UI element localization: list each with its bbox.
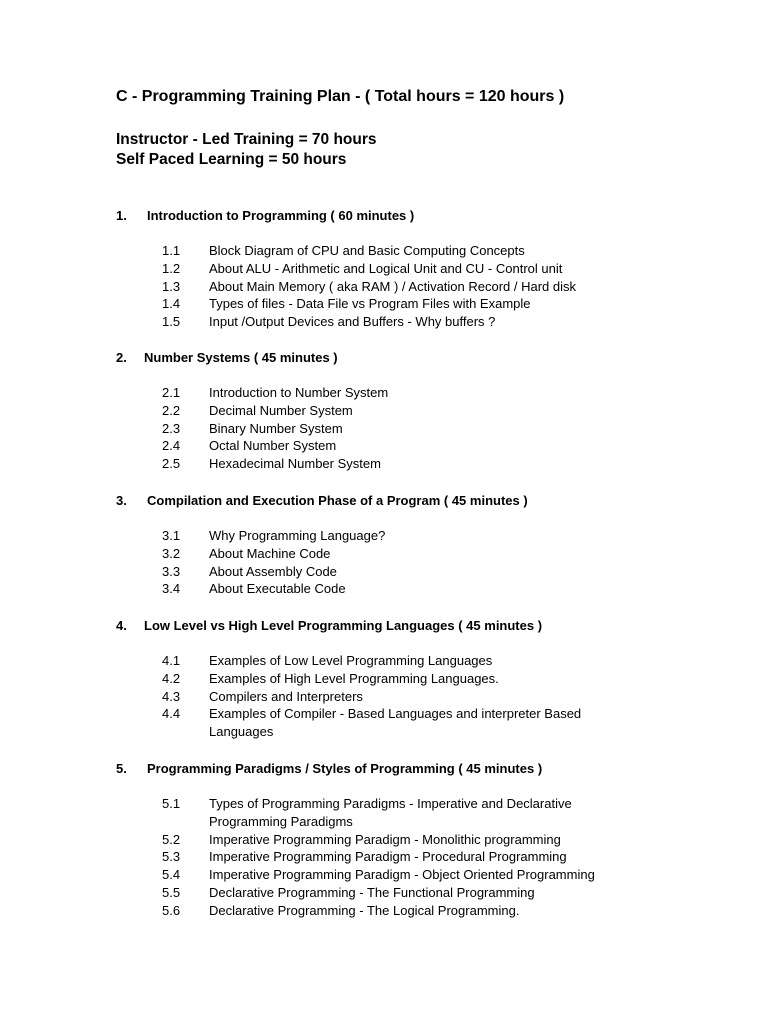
section-heading xyxy=(116,207,676,225)
item-text: Examples of Compiler - Based Languages and interpreter Based Languages xyxy=(209,706,582,740)
item-number: 3.4 xyxy=(162,581,181,597)
list-item xyxy=(116,688,676,706)
section-3 xyxy=(116,492,676,598)
section-title: Low Level vs High Level Programming Languages ( 45 minutes ) xyxy=(144,618,543,633)
item-text: About Machine Code xyxy=(209,545,331,561)
section-items xyxy=(116,795,676,920)
item-text: Imperative Programming Paradigm - Monolithic programming xyxy=(209,831,561,847)
item-number: 5.6 xyxy=(162,902,181,918)
item-text: About Executable Code xyxy=(209,581,346,597)
item-text: Block Diagram of CPU and Basic Computing Concepts xyxy=(209,243,525,258)
section-1 xyxy=(116,207,676,331)
list-item xyxy=(116,384,676,402)
item-text: Hexadecimal Number System xyxy=(209,456,381,472)
item-number: 2.5 xyxy=(162,456,181,472)
list-item xyxy=(116,420,676,438)
section-number: 3. xyxy=(116,493,127,508)
list-item xyxy=(116,278,676,296)
item-number: 1.4 xyxy=(162,296,181,312)
list-item xyxy=(116,295,676,313)
item-text: Examples of Low Level Programming Languages xyxy=(209,653,493,668)
section-heading xyxy=(116,760,676,778)
item-text: About ALU - Arithmetic and Logical Unit and CU - Control unit xyxy=(209,260,563,276)
item-text: Declarative Programming - The Logical Programming. xyxy=(209,902,520,918)
section-number: 2. xyxy=(116,350,127,365)
section-title: Number Systems ( 45 minutes ) xyxy=(144,350,338,365)
item-number: 1.5 xyxy=(162,314,181,330)
section-items xyxy=(116,242,676,331)
item-number: 2.1 xyxy=(162,385,181,400)
section-items xyxy=(116,652,676,741)
section-2 xyxy=(116,349,676,473)
section-4 xyxy=(116,617,676,741)
item-text: Introduction to Number System xyxy=(209,385,389,400)
item-text: Input /Output Devices and Buffers - Why buffers ? xyxy=(209,314,496,330)
item-number: 4.2 xyxy=(162,670,181,686)
list-item xyxy=(116,884,676,902)
item-text: Imperative Programming Paradigm - Object Oriented Programming xyxy=(209,867,595,883)
item-text: Binary Number System xyxy=(209,420,343,436)
item-text: Compilers and Interpreters xyxy=(209,688,363,704)
section-items xyxy=(116,384,676,473)
list-item xyxy=(116,527,676,545)
section-number: 5. xyxy=(116,761,127,776)
list-item xyxy=(116,242,676,260)
section-heading xyxy=(116,492,676,510)
list-item xyxy=(116,313,676,331)
item-text: Decimal Number System xyxy=(209,402,353,418)
section-heading xyxy=(116,349,676,367)
item-text: Imperative Programming Paradigm - Procedural Programming xyxy=(209,849,567,865)
list-item xyxy=(116,402,676,420)
section-number: 4. xyxy=(116,618,127,633)
item-number: 4.4 xyxy=(162,706,181,722)
list-item xyxy=(116,545,676,563)
item-number: 2.3 xyxy=(162,420,181,436)
item-number: 4.1 xyxy=(162,653,181,668)
list-item xyxy=(116,580,676,598)
list-item xyxy=(116,831,676,849)
hours-summary xyxy=(116,130,377,170)
item-number: 5.1 xyxy=(162,796,181,811)
item-text: Why Programming Language? xyxy=(209,528,386,543)
item-number: 4.3 xyxy=(162,688,181,704)
item-text: Declarative Programming - The Functional Programming xyxy=(209,884,535,900)
list-item xyxy=(116,260,676,278)
item-text: About Main Memory ( aka RAM ) / Activation Record / Hard disk xyxy=(209,278,577,294)
item-text: About Assembly Code xyxy=(209,563,337,579)
item-number: 3.2 xyxy=(162,545,181,561)
section-number: 1. xyxy=(116,208,127,223)
item-number: 5.2 xyxy=(162,831,181,847)
item-text: Octal Number System xyxy=(209,438,337,454)
item-number: 3.3 xyxy=(162,563,181,579)
list-item xyxy=(116,795,676,831)
instructor-led-hours: Instructor - Led Training = 70 hours xyxy=(116,131,377,148)
item-number: 5.5 xyxy=(162,884,181,900)
item-text: Types of Programming Paradigms - Imperative and Declarative Programming Paradigms xyxy=(209,796,572,829)
section-title: Compilation and Execution Phase of a Program ( 45 minutes ) xyxy=(147,493,528,508)
item-text: Types of files - Data File vs Program Files with Example xyxy=(209,296,531,312)
list-item xyxy=(116,563,676,581)
item-number: 2.2 xyxy=(162,402,181,418)
section-title: Programming Paradigms / Styles of Programming ( 45 minutes ) xyxy=(147,761,543,776)
list-item xyxy=(116,670,676,688)
item-number: 5.4 xyxy=(162,867,181,883)
list-item xyxy=(116,437,676,455)
list-item xyxy=(116,902,676,920)
section-5 xyxy=(116,760,676,920)
list-item xyxy=(116,455,676,473)
item-number: 1.2 xyxy=(162,260,181,276)
item-text: Examples of High Level Programming Languages. xyxy=(209,670,499,686)
document-title: C - Programming Training Plan - ( Total hours = 120 hours ) xyxy=(116,88,565,105)
item-number: 5.3 xyxy=(162,849,181,865)
self-paced-hours: Self Paced Learning = 50 hours xyxy=(116,151,347,168)
item-number: 2.4 xyxy=(162,438,181,454)
list-item xyxy=(116,848,676,866)
section-heading xyxy=(116,617,676,635)
list-item xyxy=(116,705,676,741)
item-number: 1.3 xyxy=(162,278,181,294)
list-item xyxy=(116,652,676,670)
section-title: Introduction to Programming ( 60 minutes ) xyxy=(147,208,415,223)
list-item xyxy=(116,866,676,884)
item-number: 1.1 xyxy=(162,243,181,258)
section-items xyxy=(116,527,676,598)
item-number: 3.1 xyxy=(162,528,181,543)
